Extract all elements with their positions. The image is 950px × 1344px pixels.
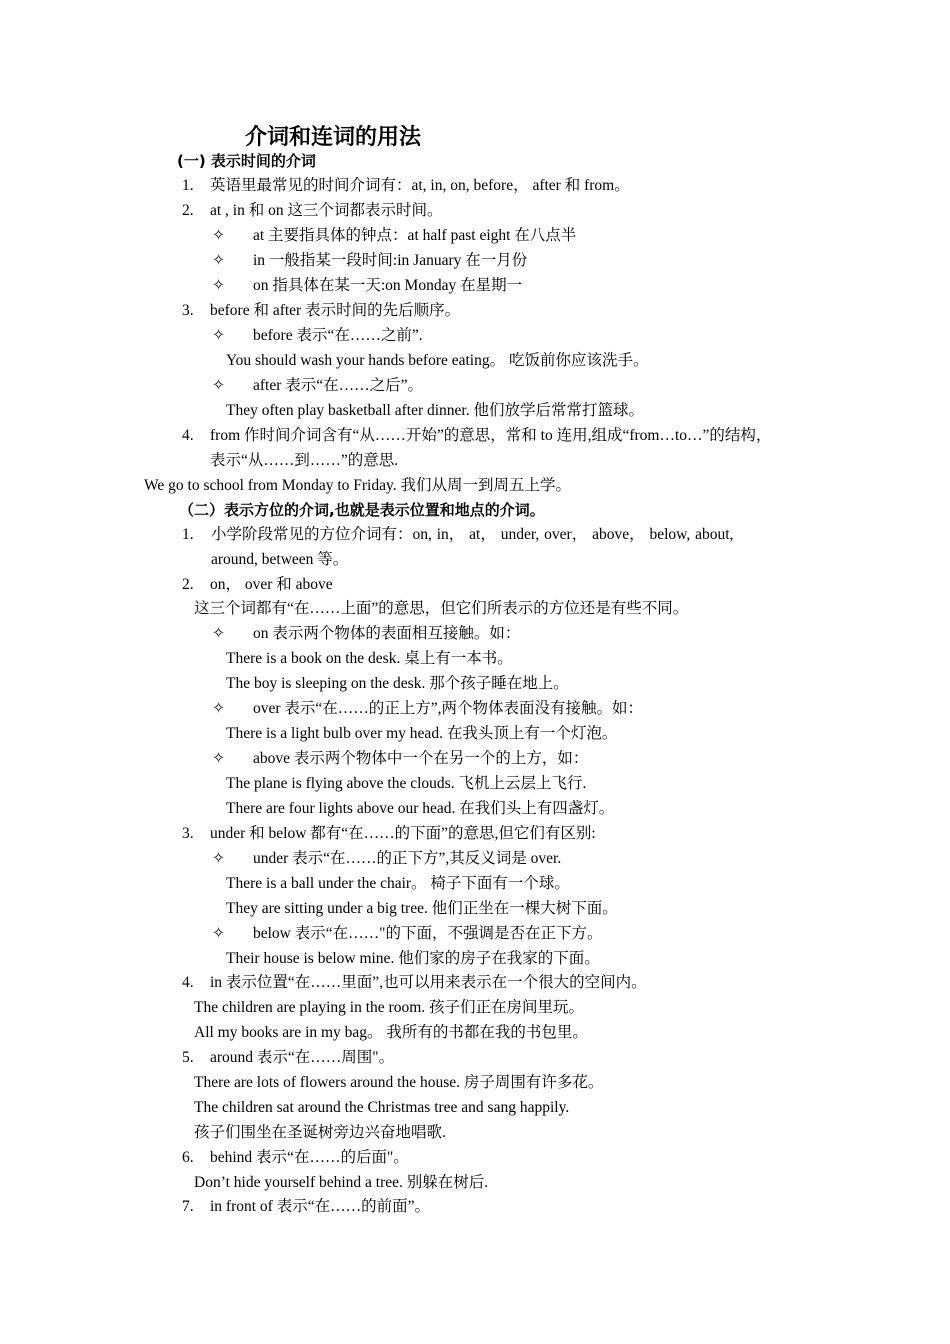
note-text: 这三个词都有“在……上面”的意思，但它们所表示的方位还是有些不同。 [194,600,689,617]
bullet-text: on 指具体在某一天:on Monday 在星期一 [253,277,523,294]
example-sentence: The children are playing in the room. 孩子们正在房间里玩。 [194,999,585,1016]
list-item-text: from 作时间介词含有“从……开始”的意思，常和 to 连用,组成“from…to…”的结构， [210,427,772,444]
list-item-text: in front of 表示“在……的前面”。 [210,1198,430,1215]
list-number: 7. [182,1198,194,1215]
section-heading-time: (一) 表示时间的介词 [177,152,316,170]
list-number: 4. [182,427,194,444]
bullet-text: before 表示“在……之前”. [253,327,423,344]
example-sentence: All my books are in my bag。 我所有的书都在我的书包里。 [194,1024,588,1041]
bullet-text: over 表示“在……的正上方”,两个物体表面没有接触。如： [253,700,644,717]
example-sentence: The boy is sleeping on the desk. 那个孩子睡在地上。 [226,675,569,692]
list-item-text: on， over 和 above [210,576,333,593]
list-number: 1. [182,526,194,543]
list-item-text: around 表示“在……周围"。 [210,1049,395,1066]
example-sentence: The children sat around the Christmas tree and sang happily. [194,1099,570,1116]
bullet-text: after 表示“在……之后”。 [253,377,424,394]
example-sentence: The plane is flying above the clouds. 飞机上云层上飞行. [226,775,587,792]
bullet-diamond-icon: ✧ [212,925,225,942]
list-number: 4. [182,974,194,991]
example-sentence: There are lots of flowers around the house. 房子周围有许多花。 [194,1074,604,1091]
list-number: 2. [182,202,194,219]
bullet-diamond-icon: ✧ [212,277,225,294]
page-title: 介词和连词的用法 [245,124,422,150]
example-sentence: There are four lights above our head. 在我们头上有四盏灯。 [226,800,615,817]
list-number: 5. [182,1049,194,1066]
list-item-text: at , in 和 on 这三个词都表示时间。 [210,202,443,219]
list-item-text: behind 表示“在……的后面"。 [210,1149,409,1166]
list-number: 1. [182,177,194,194]
bullet-diamond-icon: ✧ [212,327,225,344]
bullet-text: in 一般指某一段时间:in January 在一月份 [253,252,528,269]
example-sentence: There is a ball under the chair。 椅子下面有一个球。 [226,875,570,892]
list-number: 6. [182,1149,194,1166]
example-sentence: 孩子们围坐在圣诞树旁边兴奋地唱歌. [194,1124,446,1141]
example-sentence: They often play basketball after dinner. 他们放学后常常打篮球。 [226,402,644,419]
list-item-text: 小学阶段常见的方位介词有：on, in， at， under, over， above， below, about, [211,526,734,543]
list-item-text: 英语里最常见的时间介词有：at, in, on, before， after 和 from。 [210,177,630,194]
example-sentence: We go to school from Monday to Friday. 我们从周一到周五上学。 [144,477,571,494]
bullet-diamond-icon: ✧ [212,377,225,394]
example-sentence: Their house is below mine. 他们家的房子在我家的下面。 [226,950,600,967]
bullet-text: under 表示“在……的正下方”,其反义词是 over. [253,850,562,867]
list-number: 2. [182,576,194,593]
bullet-text: on 表示两个物体的表面相互接触。如： [253,625,521,642]
bullet-text: above 表示两个物体中一个在另一个的上方，如： [253,750,589,767]
example-sentence: There is a light bulb over my head. 在我头顶上有一个灯泡。 [226,725,618,742]
bullet-diamond-icon: ✧ [212,625,225,642]
bullet-text: at 主要指具体的钟点：at half past eight 在八点半 [253,227,577,244]
bullet-diamond-icon: ✧ [212,750,225,767]
example-sentence: There is a book on the desk. 桌上有一本书。 [226,650,513,667]
list-item-text: before 和 after 表示时间的先后顺序。 [210,302,461,319]
example-sentence: Don’t hide yourself behind a tree. 别躲在树后. [194,1174,489,1191]
list-number: 3. [182,302,194,319]
bullet-diamond-icon: ✧ [212,850,225,867]
list-item-text-continued: around, between 等。 [211,551,349,568]
bullet-text: below 表示“在……"的下面，不强调是否在正下方。 [253,925,603,942]
bullet-diamond-icon: ✧ [212,227,225,244]
list-item-text: under 和 below 都有“在……的下面”的意思,但它们有区别: [210,825,596,842]
example-sentence: They are sitting under a big tree. 他们正坐在一棵大树下面。 [226,900,618,917]
bullet-diamond-icon: ✧ [212,700,225,717]
section-heading-position: （二）表示方位的介词,也就是表示位置和地点的介词。 [179,501,545,519]
list-number: 3. [182,825,194,842]
list-item-text-continued: 表示“从……到……”的意思. [210,452,399,469]
bullet-diamond-icon: ✧ [212,252,225,269]
list-item-text: in 表示位置“在……里面”,也可以用来表示在一个很大的空间内。 [210,974,647,991]
example-sentence: You should wash your hands before eating。 吃饭前你应该洗手。 [226,352,649,369]
